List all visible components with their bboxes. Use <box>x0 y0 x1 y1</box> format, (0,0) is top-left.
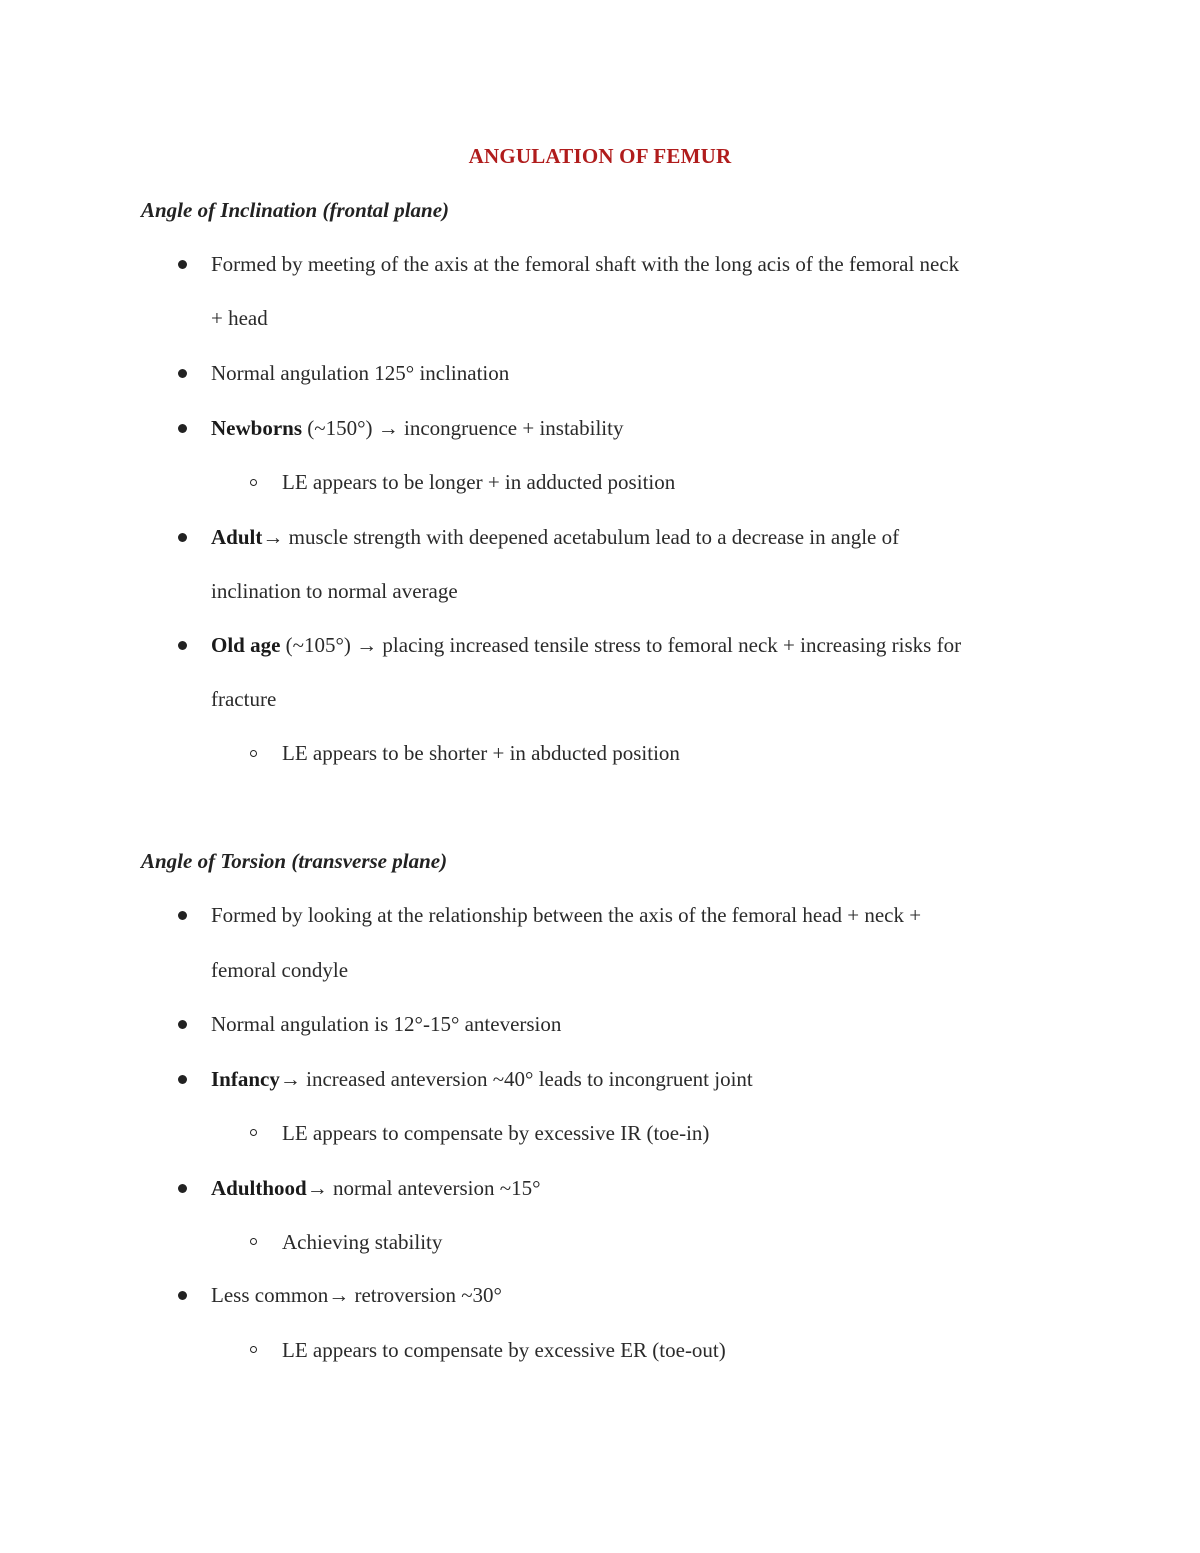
list-item-text: Formed by meeting of the axis at the femoral shaft with the long acis of the femoral neck <box>211 252 960 276</box>
bullet-icon <box>178 424 187 433</box>
bold-term: Newborns <box>211 416 303 440</box>
list-item-text: Less common→ retroversion ~30° <box>211 1283 502 1307</box>
bold-term: Adult <box>211 525 263 549</box>
list-item-text: Formed by looking at the relationship between the axis of the femoral head + neck + <box>211 903 922 927</box>
hollow-bullet-icon <box>250 479 257 486</box>
sub-list-item-text: LE appears to compensate by excessive IR (toe-in) <box>282 1121 710 1145</box>
list-item-text: → muscle strength with deepened acetabulum lead to a decrease in angle of <box>262 525 900 549</box>
list-item-text: → normal anteversion ~15° <box>306 1176 541 1200</box>
list-item-text-continued: + head <box>211 306 268 330</box>
sub-list-item-text: Achieving stability <box>282 1230 443 1254</box>
bullet-icon <box>178 1020 187 1029</box>
bullet-icon <box>178 260 187 269</box>
section-heading-torsion: Angle of Torsion (transverse plane) <box>141 849 448 873</box>
list-item-text: Normal angulation 125° inclination <box>211 361 510 385</box>
list-item <box>211 414 623 442</box>
bold-term: Adulthood <box>211 1176 307 1200</box>
sub-list-item-text: LE appears to be shorter + in abducted position <box>282 741 680 765</box>
bullet-icon <box>178 369 187 378</box>
list-item <box>211 1174 541 1202</box>
list-item <box>211 523 899 551</box>
bold-term: Infancy <box>211 1067 280 1091</box>
list-item-text: → increased anteversion ~40° leads to incongruent joint <box>279 1067 753 1091</box>
bullet-icon <box>178 641 187 650</box>
list-item <box>211 631 961 659</box>
bullet-icon <box>178 1184 187 1193</box>
sub-list-item-text: LE appears to compensate by excessive ER (toe-out) <box>282 1338 726 1362</box>
list-item-text-continued: inclination to normal average <box>211 579 458 603</box>
bullet-icon <box>178 1291 187 1300</box>
list-item-text: (~150°) → incongruence + instability <box>302 416 624 440</box>
hollow-bullet-icon <box>250 1346 257 1353</box>
list-item-text-continued: fracture <box>211 687 277 711</box>
bullet-icon <box>178 533 187 542</box>
bullet-icon <box>178 911 187 920</box>
section-heading-inclination: Angle of Inclination (frontal plane) <box>141 198 450 222</box>
hollow-bullet-icon <box>250 1129 257 1136</box>
bullet-icon <box>178 1075 187 1084</box>
list-item-text-continued: femoral condyle <box>211 958 349 982</box>
bold-term: Old age <box>211 633 281 657</box>
list-item-text: (~105°) → placing increased tensile stress to femoral neck + increasing risks for <box>280 633 962 657</box>
sub-list-item-text: LE appears to be longer + in adducted position <box>282 470 676 494</box>
list-item <box>211 1065 753 1093</box>
hollow-bullet-icon <box>250 1238 257 1245</box>
document-title: ANGULATION OF FEMUR <box>468 144 732 168</box>
hollow-bullet-icon <box>250 750 257 757</box>
list-item-text: Normal angulation is 12°-15° anteversion <box>211 1012 562 1036</box>
